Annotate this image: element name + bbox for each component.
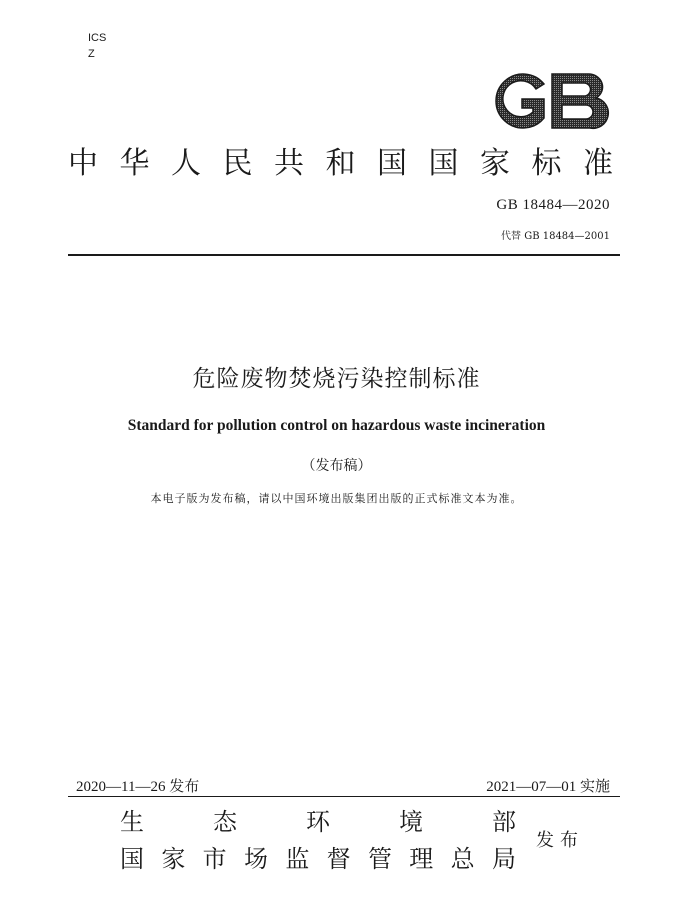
ics-label: ICS <box>88 32 107 44</box>
header-divider <box>68 254 620 256</box>
heading-char: 共 <box>274 146 304 181</box>
footer-divider <box>68 796 620 797</box>
org-char: 国 <box>120 845 144 873</box>
heading-char: 标 <box>531 146 562 181</box>
org-char: 场 <box>243 845 268 873</box>
replaces-standard: 代替 GB 18484—2001 <box>501 231 610 242</box>
org-char: 督 <box>326 845 351 873</box>
heading-char: 国 <box>428 146 459 181</box>
ccs-label: Z <box>88 48 95 60</box>
gb-logo <box>488 70 610 132</box>
org-char: 监 <box>285 845 310 873</box>
heading-char: 人 <box>171 146 201 181</box>
ics-code <box>88 30 106 62</box>
document-title-cn: 危险废物焚烧污染控制标准 <box>192 366 481 392</box>
org-char: 理 <box>409 845 434 873</box>
org-char: 境 <box>399 808 423 836</box>
org-char: 态 <box>213 808 237 836</box>
org-char: 市 <box>202 845 227 873</box>
heading-char: 准 <box>583 146 613 181</box>
heading-char: 国 <box>377 146 407 181</box>
heading-char: 家 <box>480 146 510 181</box>
document-title-en: Standard for pollution control on hazardous waste incineration <box>127 417 546 434</box>
implementation-date: 2021—07—01 实施 <box>486 779 610 795</box>
org-char: 部 <box>492 808 516 836</box>
org-char: 管 <box>367 845 392 873</box>
org-char: 局 <box>491 845 516 873</box>
org-char: 总 <box>450 845 475 873</box>
heading-char: 华 <box>119 146 150 181</box>
heading-char: 中 <box>68 146 98 181</box>
org-char: 环 <box>306 808 330 836</box>
publish-label: 发布 <box>536 830 584 851</box>
issue-date: 2020—11—26 发布 <box>76 779 200 795</box>
heading-char: 民 <box>222 146 253 181</box>
national-standard-heading <box>68 142 613 186</box>
heading-char: 和 <box>325 146 356 181</box>
edition-notice: 本电子版为发布稿，请以中国环境出版集团出版的正式标准文本为准。 <box>150 492 523 505</box>
org-char: 生 <box>120 808 144 836</box>
draft-label: （发布稿） <box>301 458 372 474</box>
standard-number: GB 18484—2020 <box>496 197 610 213</box>
org-char: 家 <box>161 845 186 873</box>
issuing-org-2 <box>120 842 516 876</box>
issuing-org-1 <box>120 805 516 839</box>
